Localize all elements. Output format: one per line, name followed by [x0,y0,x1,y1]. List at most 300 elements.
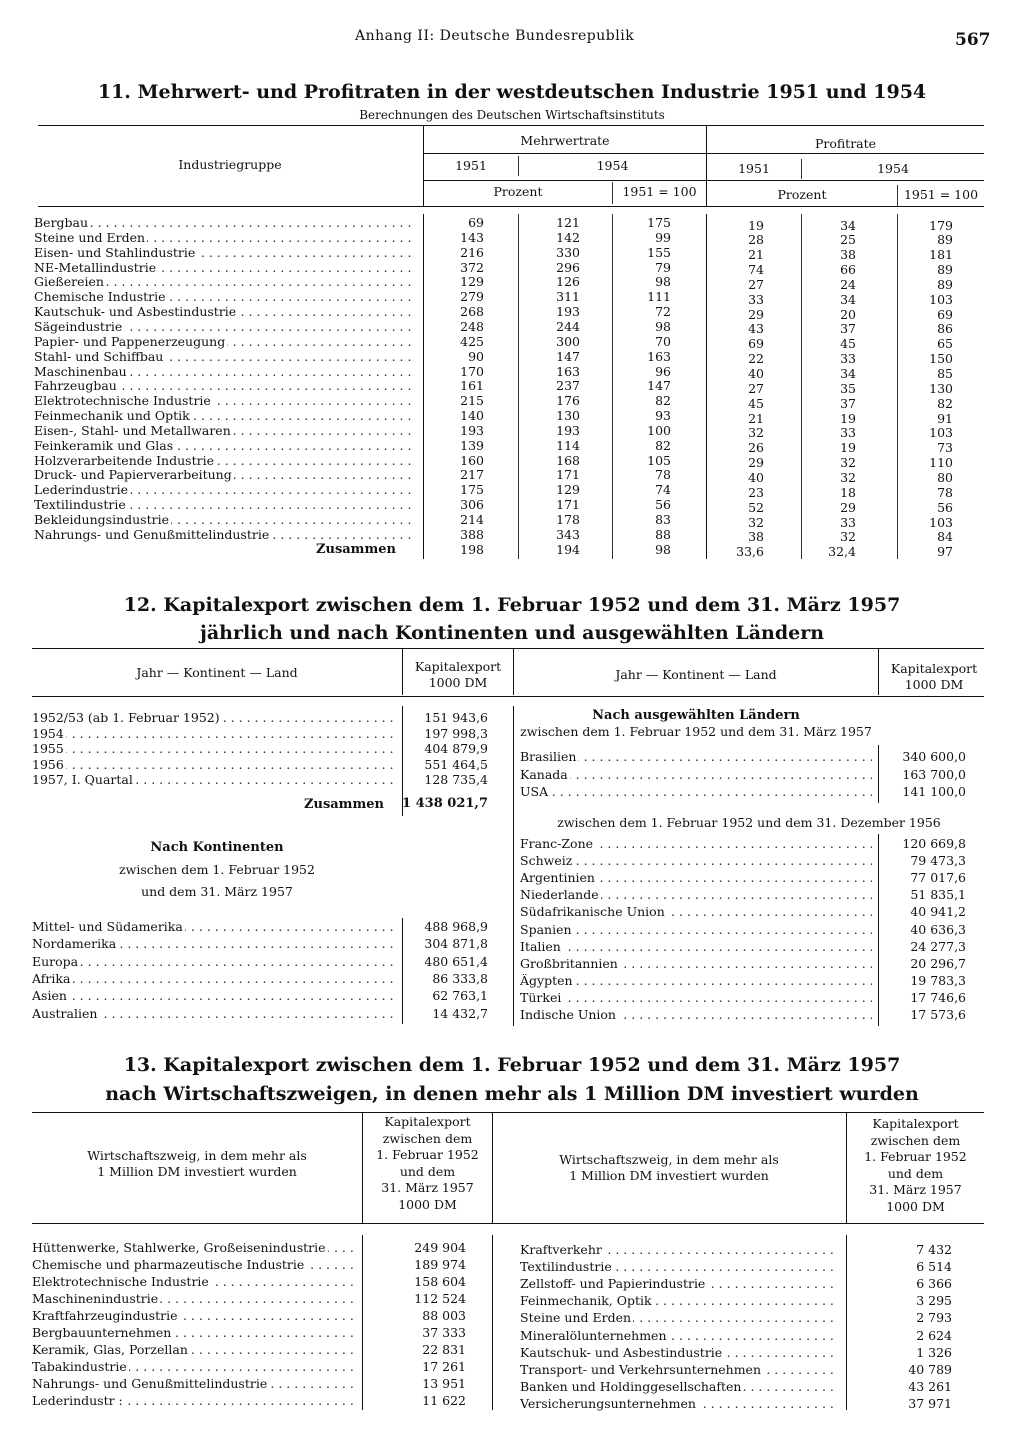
table-cell: 300 [556,333,580,349]
rule [362,1235,363,1410]
land-row-label [520,991,872,1006]
table-cell: 38 [840,247,856,263]
table-cell: 100 [647,422,671,438]
row-label-text: Sägeindustrie [34,319,123,334]
table-cell: 193 [460,422,484,438]
table-cell: 110 [929,455,953,471]
branch-row-value: 1 326 [916,1344,952,1360]
row-label-text: Europa [32,954,79,969]
land-row-label [520,905,872,920]
table-cell: 89 [937,276,953,292]
row-label-text: Elektrotechnische Industrie [32,1275,209,1289]
total-cell: 194 [556,541,580,557]
branch-row-value: 189 974 [414,1257,466,1272]
table-cell: 66 [840,262,856,278]
table-cell: 70 [655,333,671,349]
branch-row-value: 43 261 [908,1378,952,1394]
table-row-label [34,483,414,498]
table-row-label [34,335,414,350]
row-label-text: Chemische Industrie [34,290,166,305]
row-label-text: Nordamerika [32,937,117,952]
table-row-label [34,424,414,439]
table-cell: 330 [556,244,580,260]
table-cell: 126 [556,274,580,290]
table-cell: 32 [840,455,856,471]
land-row-value: 79 473,3 [910,853,966,869]
table-cell: 163 [556,363,580,379]
rule [424,153,984,154]
row-label-text: Kautschuk- und Asbestindustrie [520,1345,723,1360]
branch-row-value: 6 366 [916,1276,952,1292]
table-cell: 178 [556,512,580,527]
table-cell: 140 [460,408,484,423]
table-cell: 74 [748,262,764,278]
row-label-text: Bekleidungsindustrie [34,513,169,527]
table-row-label [34,365,414,380]
col-header-kapitalexport-line: 1. Februar 1952 [864,1149,967,1164]
land-row-label [520,837,872,852]
table-cell: 268 [460,304,484,320]
table-cell: 103 [929,425,953,441]
table-row-label [34,409,414,424]
laender-subtitle-2: zwischen dem 1. Februar 1952 und dem 31. Dezember 1956 [557,815,941,830]
col-header-kapitalexport-line: Kapitalexport [872,1116,959,1131]
table-cell: 34 [840,217,856,233]
table-cell: 21 [748,410,764,426]
land-row-value: 141 100,0 [902,784,966,799]
row-label-text: Feinmechanik und Optik [34,409,190,423]
total-cell: 198 [460,541,484,557]
table-cell: 161 [460,378,484,394]
col-header-wirtschaftszweig-1: Wirtschaftszweig, in dem mehr als [87,1148,307,1163]
row-label-text: Türkei [520,990,562,1005]
table-cell: 20 [840,306,856,322]
branch-row-label [32,1343,354,1358]
row-label-text: Franc-Zone [520,837,594,851]
table-cell: 52 [748,499,764,515]
year-row-label [32,711,394,726]
kontinent-row-value: 14 432,7 [432,1005,488,1021]
table-cell: 214 [460,512,484,527]
row-label-text: Mineralölunternehmen [520,1328,667,1343]
laender-title: Nach ausgewählten Ländern [592,708,800,723]
table-cell: 343 [556,526,580,542]
table-cell: 35 [840,380,856,396]
row-label-text: Kanada [520,767,568,782]
row-label-text: Versicherungsunternehmen [520,1396,696,1411]
row-label-text: Steine und Erden [520,1311,632,1326]
table-row-label [34,246,414,261]
branch-row-value: 2 624 [916,1327,952,1343]
row-label-text: Eisen-, Stahl- und Metallwaren [34,423,231,438]
running-title: Anhang II: Deutsche Bundesrepublik [355,28,635,44]
table-cell: 111 [647,289,671,305]
table-11-title: 11. Mehrwert- und Profitraten in der westdeutschen Industrie 1951 und 1954 [97,81,927,103]
row-label-text: Kraftfahrzeugindustrie [32,1309,178,1323]
table-cell: 121 [556,215,580,230]
row-label-text: USA [520,785,549,799]
land-row-label [520,957,872,972]
table-cell: 170 [460,363,484,379]
table-cell: 32 [748,425,764,441]
col-header-unit: 1000 DM [428,675,488,690]
table-cell: 19 [748,217,764,233]
row-label-text: Fahrzeugbau [34,379,117,394]
table-cell: 78 [655,467,671,483]
col-header-1954: 1954 [877,161,909,176]
table-13-title-line-2: nach Wirtschaftszweigen, in denen mehr als 1 Million DM investiert wurden [105,1083,919,1105]
col-header-index: 1951 = 100 [903,187,979,202]
branch-row-label [520,1294,838,1309]
table-cell: 105 [647,452,671,468]
table-cell: 311 [556,289,580,305]
land-row-value: 340 600,0 [902,749,966,764]
col-header-kapitalexport-line: 31. März 1957 [869,1182,962,1197]
land-row-label [520,974,872,989]
land-row-label [520,888,872,903]
table-cell: 150 [929,351,953,367]
year-row-value: 151 943,6 [424,710,488,725]
col-header-wirtschaftszweig-2: 1 Million DM investiert wurden [569,1168,769,1183]
land-row-value: 19 783,3 [910,972,966,988]
table-cell: 34 [840,366,856,381]
col-header-jahr-kontinent-land: Jahr — Kontinent — Land [615,667,777,682]
table-row-label [34,216,414,231]
table-cell: 143 [460,229,484,245]
table-cell: 388 [460,526,484,542]
land-row-label [520,785,872,800]
table-cell: 98 [655,274,671,290]
table-row-label [34,498,414,513]
table-cell: 82 [655,437,671,453]
land-row-label [520,750,872,765]
table-cell: 88 [655,526,671,542]
total-label: Zusammen [316,541,396,557]
row-label-text: Asien [32,989,67,1004]
table-cell: 22 [748,351,764,367]
table-cell: 26 [748,440,764,456]
branch-row-label [520,1363,838,1378]
row-label-text: Chemische und pharmazeutische Industrie [32,1258,305,1272]
table-cell: 181 [929,247,953,263]
row-label-text: Zellstoff- und Papierindustrie [520,1277,706,1292]
branch-row-value: 3 295 [916,1293,952,1309]
rule [32,696,984,697]
table-row-label [34,394,414,409]
table-cell: 33 [840,351,856,367]
col-header-kapitalexport-line: 1000 DM [398,1196,457,1212]
rule [32,648,984,649]
row-label-text: Gießereien [34,275,104,290]
table-cell: 33 [840,514,856,530]
rule [513,706,514,1026]
table-13-title-line-1: 13. Kapitalexport zwischen dem 1. Februar 1952 und dem 31. März 1957 [123,1054,901,1076]
table-row-label [34,350,414,365]
total-value: 1 438 021,7 [402,796,488,811]
table-cell: 129 [460,274,484,290]
year-row-label [32,727,394,742]
branch-row-value: 7 432 [916,1242,952,1257]
table-cell: 33 [840,425,856,441]
row-label-text: Bergbauunternehmen [32,1326,172,1340]
table-cell: 79 [655,259,671,275]
kontinent-row-label [32,920,394,935]
land-row-value: 51 835,1 [910,887,966,903]
branch-row-value: 88 003 [422,1308,466,1323]
branch-row-label [32,1360,354,1375]
row-label-text: 1955 [32,742,64,756]
row-label-text: Lederindustr : [32,1394,123,1408]
branch-row-value: 249 904 [414,1240,466,1255]
row-label-text: Mittel- und Südamerika [32,920,183,934]
land-row-value: 40 941,2 [910,904,966,920]
total-cell: 32,4 [828,544,856,560]
table-cell: 40 [748,366,764,381]
table-cell: 27 [748,380,764,396]
row-label-text: Eisen- und Stahlindustrie [34,245,196,260]
branch-row-label [32,1377,354,1392]
table-cell: 29 [840,499,856,515]
branch-row-value: 6 514 [916,1259,952,1275]
land-row-label [520,854,872,869]
table-cell: 21 [748,247,764,263]
branch-row-value: 17 261 [422,1359,466,1374]
year-row-value: 551 464,5 [424,756,488,772]
branch-row-label [520,1243,838,1258]
rule [846,1235,847,1410]
kontinente-subtitle-2: und dem 31. März 1957 [141,884,293,899]
table-cell: 248 [460,318,484,334]
table-cell: 217 [460,467,484,483]
table-cell: 93 [655,408,671,423]
table-cell: 69 [468,215,484,230]
table-cell: 142 [556,229,580,245]
table-cell: 372 [460,259,484,275]
table-cell: 32 [840,529,856,545]
branch-row-value: 13 951 [422,1376,466,1391]
year-row-value: 197 998,3 [424,725,488,741]
table-cell: 155 [647,244,671,260]
row-label-text: Brasilien [520,750,577,764]
table-cell: 130 [929,380,953,396]
row-label-text: 1954 [32,726,64,741]
col-header-unit: 1000 DM [904,677,964,692]
table-cell: 179 [929,217,953,233]
row-label-text: 1956 [32,757,64,772]
col-header-kapitalexport-line: Kapitalexport [384,1114,471,1129]
land-row-value: 20 296,7 [910,955,966,971]
table-cell: 69 [748,336,764,352]
row-label-text: Maschinenbau [34,364,127,379]
row-label-text: Großbritannien [520,956,618,971]
row-label-text: Holzverarbeitende Industrie [34,453,214,468]
table-cell: 24 [840,276,856,292]
row-label-text: 1957, I. Quartal [32,773,133,787]
table-cell: 82 [937,395,953,411]
table-cell: 27 [748,276,764,292]
table-cell: 80 [937,469,953,485]
table-row-label [34,231,414,246]
kontinente-title: Nach Kontinenten [150,840,284,855]
branch-row-label [520,1329,838,1344]
total-label: Zusammen [304,797,384,812]
table-cell: 216 [460,244,484,260]
rule [492,1235,493,1410]
table-cell: 96 [655,363,671,379]
total-cell: 33,6 [736,544,764,560]
branch-row-value: 22 831 [422,1342,466,1357]
table-cell: 85 [937,366,953,381]
row-label-text: NE-Metallindustrie [34,260,157,275]
row-label-text: Feinmechanik, Optik [520,1294,652,1309]
branch-row-value: 11 622 [422,1393,466,1408]
col-header-jahr-kontinent-land: Jahr — Kontinent — Land [136,665,298,680]
table-cell: 163 [647,348,671,364]
table-cell: 168 [556,452,580,468]
total-cell: 98 [655,541,671,557]
row-label-text: Feinkeramik und Glas [34,438,174,453]
table-cell: 99 [655,229,671,245]
row-label-text: Elektrotechnische Industrie [34,394,211,409]
table-cell: 176 [556,393,580,409]
table-row-label [34,468,414,483]
row-label-text: Australien [32,1006,98,1021]
col-header-wirtschaftszweig-1: Wirtschaftszweig, in dem mehr als [559,1152,779,1167]
table-cell: 160 [460,452,484,468]
table-cell: 29 [748,306,764,322]
col-header-wirtschaftszweig-2: 1 Million DM investiert wurden [97,1164,297,1179]
row-label-text: Textilindustrie [520,1260,612,1275]
table-cell: 103 [929,514,953,530]
row-label-text: Afrika [32,971,71,986]
land-row-value: 24 277,3 [910,938,966,954]
branch-row-value: 40 789 [908,1361,952,1377]
branch-row-label [32,1326,354,1341]
branch-row-label [32,1309,354,1324]
table-row-label [34,513,414,528]
row-label-text: Argentinien [520,871,595,886]
table-cell: 38 [748,529,764,545]
col-header-kapitalexport: Kapitalexport [890,661,978,676]
row-label-text: Hüttenwerke, Stahlwerke, Großeisenindustrie [32,1241,326,1255]
running-header [0,28,1024,50]
branch-row-value: 37 333 [422,1325,466,1340]
kontinent-row-value: 488 968,9 [424,919,488,934]
table-cell: 23 [748,484,764,500]
total-cell: 97 [937,544,953,560]
table-cell: 45 [748,395,764,411]
row-label-text: Italien [520,939,561,954]
kontinent-row-label [32,1007,394,1022]
year-row-label [32,758,394,773]
rule [38,206,984,207]
year-row-value: 404 879,9 [424,741,488,756]
branch-row-value: 37 971 [908,1395,952,1411]
row-label-text: Kraftverkehr [520,1243,602,1257]
row-label-text: Ägypten [520,973,573,988]
table-cell: 45 [840,336,856,352]
table-cell: 25 [840,232,856,248]
row-label-text: Spanien [520,922,572,937]
branch-row-label [520,1380,838,1395]
table-row-label [34,261,414,276]
table-12-title-line-1: 12. Kapitalexport zwischen dem 1. Februar 1952 und dem 31. März 1957 [123,594,901,616]
table-cell: 32 [748,514,764,530]
land-row-value: 120 669,8 [902,836,966,851]
kontinent-row-value: 86 333,8 [432,970,488,986]
row-label-text: Nahrungs- und Genußmittelindustrie [32,1377,268,1391]
table-row-label [34,275,414,290]
branch-row-label [32,1258,354,1273]
table-cell: 103 [929,291,953,307]
branch-row-label [520,1311,838,1326]
table-11-subtitle: Berechnungen des Deutschen Wirtschaftsinstituts [359,108,665,122]
col-header-kapitalexport-line: zwischen dem [382,1130,473,1146]
branch-row-value: 158 604 [414,1274,466,1289]
table-cell: 114 [556,437,580,453]
table-cell: 56 [937,499,953,515]
table-cell: 175 [460,482,484,498]
table-cell: 33 [748,291,764,307]
table-cell: 193 [556,422,580,438]
table-cell: 98 [655,318,671,334]
kontinent-row-label [32,972,394,987]
branch-row-label [32,1394,354,1409]
table-cell: 74 [655,482,671,498]
table-cell: 83 [655,512,671,527]
table-cell: 130 [556,408,580,423]
table-cell: 86 [937,321,953,337]
row-label-text: Banken und Holdinggesellschaften [520,1379,742,1394]
table-cell: 215 [460,393,484,409]
table-cell: 147 [647,378,671,394]
table-cell: 425 [460,333,484,349]
land-row-value: 40 636,3 [910,921,966,937]
land-row-value: 163 700,0 [902,766,966,782]
table-cell: 84 [937,529,953,545]
kontinente-subtitle-1: zwischen dem 1. Februar 1952 [119,862,315,877]
kontinent-row-value: 480 651,4 [424,953,488,969]
table-cell: 139 [460,437,484,453]
col-header-kapitalexport-line: und dem [399,1163,456,1179]
table-cell: 296 [556,259,580,275]
table-cell: 306 [460,497,484,513]
table-cell: 90 [468,348,484,364]
table-cell: 32 [840,469,856,485]
table-cell: 56 [655,497,671,513]
rule [32,1112,984,1113]
kontinent-row-value: 62 763,1 [432,988,488,1004]
table-row-label [34,320,414,335]
col-header-1951: 1951 [455,158,487,173]
branch-row-value: 112 524 [414,1291,466,1306]
branch-row-label [520,1346,838,1361]
col-header-kapitalexport-line: und dem [887,1165,944,1181]
row-label-text: Textilindustrie [34,498,126,513]
table-cell: 82 [655,393,671,409]
table-cell: 193 [556,304,580,320]
kontinent-row-label [32,955,394,970]
row-label-text: Tabakindustrie [32,1360,127,1374]
table-cell: 91 [937,410,953,426]
table-cell: 244 [556,318,580,334]
col-header-kapitalexport-line: 31. März 1957 [381,1180,474,1195]
row-label-text: Papier- und Pappenerzeugung [34,334,226,349]
table-cell: 147 [556,348,580,364]
table-cell: 19 [840,440,856,456]
table-cell: 19 [840,410,856,426]
col-header-1954: 1954 [596,158,629,173]
